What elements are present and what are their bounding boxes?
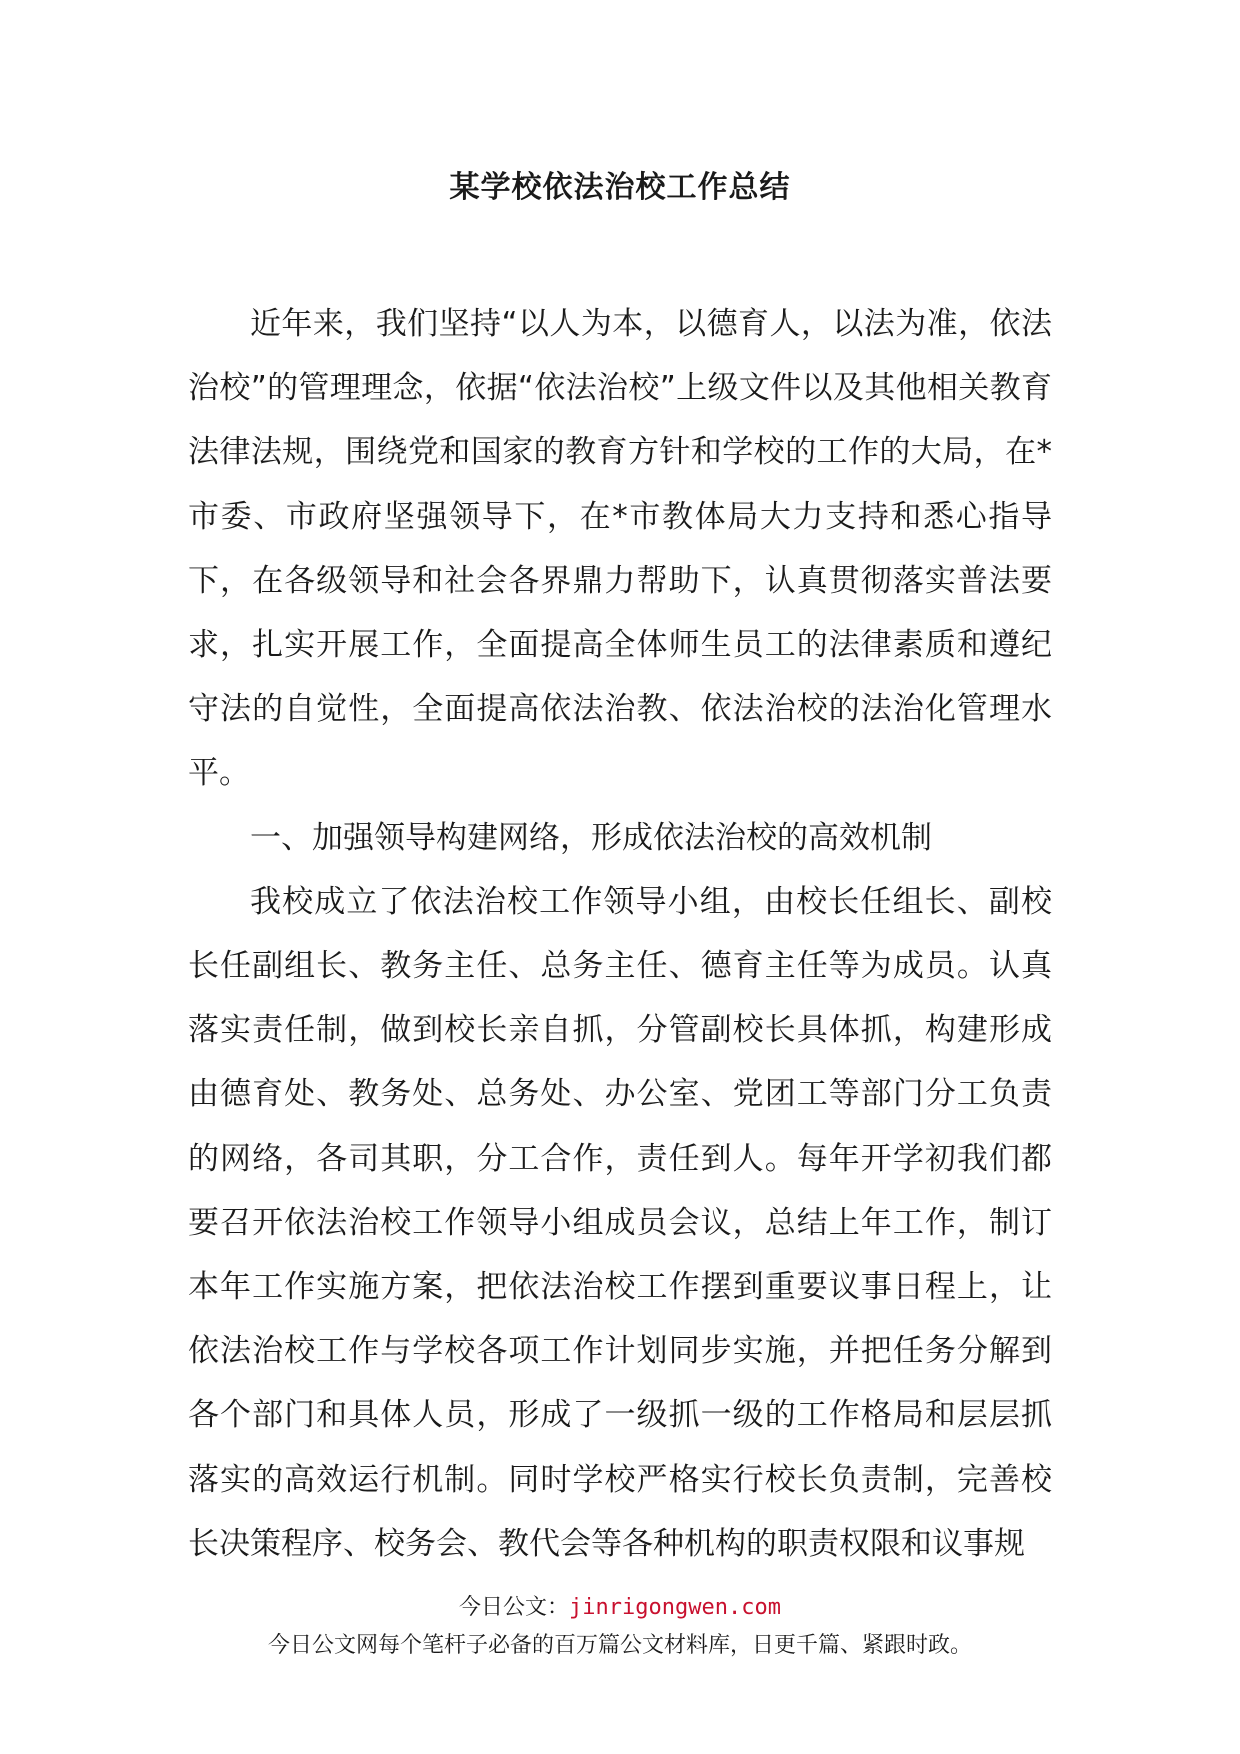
footer-site-line (0, 1592, 1240, 1624)
footer-site-url[interactable]: jinrigongwen.com (569, 1595, 781, 1620)
footer-slogan: 今日公文网每个笔杆子必备的百万篇公文材料库，日更千篇、紧跟时政。 (267, 1633, 972, 1658)
section-heading-1: 一、加强领导构建网络，形成依法治校的高效机制 (250, 819, 932, 856)
document-title: 某学校依法治校工作总结 (449, 170, 791, 205)
document-body (188, 292, 1052, 1576)
section-paragraph-1: 我校成立了依法治校工作领导小组，由校长任组长、副校长任副组长、教务主任、总务主任、德育主任等为成员。认真落实责任制，做到校长亲自抓，分管副校长具体抓，构建形成由德育处、教务处、总务处、办公室、党团工等部门分工负责的网络，各司其职，分工合作，责任到人。每年开学初我们都要召开依法治校工作领导小组成员会议，总结上年工作，制订本年工作实施方案，把依法治校工作摆到重要议事日程上，让依法治校工作与学校各项工作计划同步实施，并把任务分解到各个部门和具体人员，形成了一级抓一级的工作格局和层层抓落实的高效运行机制。同时学校严格实行校长负责制，完善校长决策程序、校务会、教代会等各种机构的职责权限和议事规 (188, 883, 1052, 1562)
intro-paragraph: 近年来，我们坚持“以人为本，以德育人，以法为准，依法治校”的管理理念，依据“依法治校”上级文件以及其他相关教育法律法规，围绕党和国家的教育方针和学校的工作的大局，在*市委、市政府坚强领导下，在*市教体局大力支持和悉心指导下，在各级领导和社会各界鼎力帮助下，认真贯彻落实普法要求，扎实开展工作，全面提高全体师生员工的法律素质和遵纪守法的自觉性，全面提高依法治教、依法治校的法治化管理水平。 (188, 306, 1052, 792)
footer-site-label: 今日公文： (459, 1595, 570, 1620)
page-footer (0, 1592, 1240, 1664)
